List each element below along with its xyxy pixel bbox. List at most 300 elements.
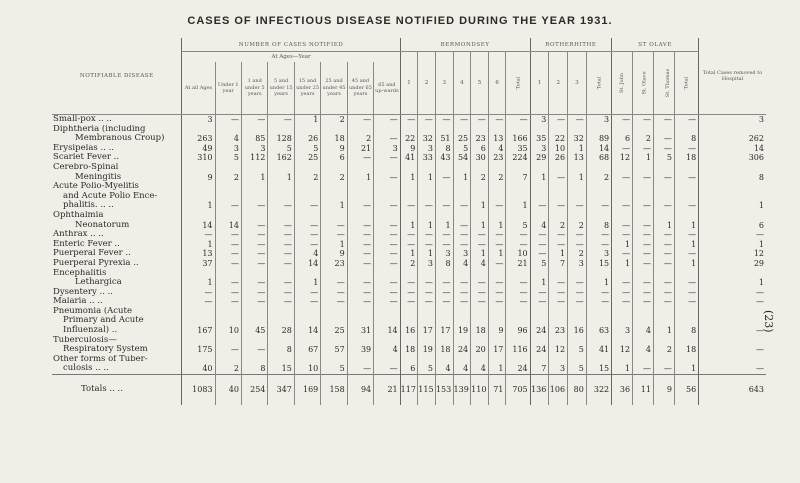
disease-name-line: Puerperal Pyrexia .. [53, 258, 139, 268]
st-olave-header: ST OLAVE [612, 38, 699, 52]
table-cell: 24 [506, 355, 530, 375]
table-cell: — [568, 288, 587, 298]
table-cell: — [633, 211, 654, 230]
table-cell: 68 [586, 153, 611, 163]
table-cell: 39 [347, 336, 373, 355]
disease-name [52, 115, 182, 125]
table-cell: — [294, 230, 320, 240]
table-cell: — [674, 269, 698, 288]
table-cell: 5 [215, 153, 241, 163]
table-cell: — [374, 355, 401, 375]
table-cell: — [530, 249, 549, 259]
table-cell: — [549, 288, 568, 298]
table-cell: — [586, 182, 611, 211]
table-cell: — [347, 211, 373, 230]
table-cell: — [674, 182, 698, 211]
table-cell: 2 [568, 249, 587, 259]
table-cell: 9 [182, 163, 215, 182]
table-cell: 115 [418, 375, 436, 406]
table-cell: — [506, 240, 530, 250]
table-cell: — [347, 355, 373, 375]
table-cell: — [374, 125, 401, 144]
table-cell: — [549, 182, 568, 211]
table-cell: — [268, 182, 294, 211]
table-cell: 24 [530, 307, 549, 336]
table-cell: 136 [530, 375, 549, 406]
table-cell: 1 [506, 182, 530, 211]
table-cell: 40 [182, 355, 215, 375]
table-cell: 2 [586, 163, 611, 182]
table-cell: 5 [653, 153, 674, 163]
table-cell: 306 [699, 153, 766, 163]
table-cell: 2 [215, 355, 241, 375]
table-cell: 5 [568, 355, 587, 375]
table-cell: 96 [506, 307, 530, 336]
table-cell: — [549, 240, 568, 250]
table-cell: — [347, 259, 373, 269]
table-cell: 224 [506, 153, 530, 163]
table-cell: — [374, 240, 401, 250]
table-cell: — [321, 288, 347, 298]
table-cell: 9 [653, 375, 674, 406]
table-row [52, 115, 766, 125]
table-cell: — [488, 230, 506, 240]
table-cell: — [435, 269, 453, 288]
disease-name [52, 163, 182, 182]
table-cell: — [435, 182, 453, 211]
table-cell: — [215, 297, 241, 307]
table-cell: 4 [453, 259, 471, 269]
table-cell: — [699, 230, 766, 240]
table-cell: 3 [418, 144, 436, 154]
table-cell: 1 [294, 269, 320, 288]
table-cell: 347 [268, 375, 294, 406]
table-cell: — [268, 269, 294, 288]
table-cell: 23 [488, 153, 506, 163]
table-cell: 166 [506, 125, 530, 144]
table-cell: 1 [453, 163, 471, 182]
table-cell: — [633, 259, 654, 269]
table-cell: — [215, 240, 241, 250]
table-cell: 1 [418, 211, 436, 230]
table-cell: 26 [294, 125, 320, 144]
disease-name-line: Lethargica [75, 277, 122, 288]
table-cell: 26 [549, 153, 568, 163]
table-cell: — [418, 115, 436, 125]
table-cell: — [347, 269, 373, 288]
table-row [52, 182, 766, 211]
table-cell: 3 [612, 307, 633, 336]
disease-name-line: Acute Polio-Myelitis [53, 182, 139, 192]
table-cell: 22 [549, 125, 568, 144]
table-cell: — [633, 182, 654, 211]
disease-name-line: Erysipelas .. .. [53, 143, 114, 153]
age-col: 5 and under 15 years [268, 62, 294, 115]
table-cell: 8 [674, 307, 698, 336]
table-cell: 21 [374, 375, 401, 406]
table-cell: — [418, 182, 436, 211]
table-cell: — [488, 115, 506, 125]
table-cell: 1 [549, 249, 568, 259]
table-cell: — [435, 163, 453, 182]
table-cell: 15 [268, 355, 294, 375]
table-cell: — [653, 249, 674, 259]
table-cell: 32 [568, 125, 587, 144]
table-cell: — [268, 115, 294, 125]
table-cell: 4 [633, 336, 654, 355]
table-cell: — [568, 297, 587, 307]
table-cell: 116 [506, 336, 530, 355]
table-cell: 1 [612, 240, 633, 250]
table-row [52, 240, 766, 250]
table-cell: 4 [215, 125, 241, 144]
table-cell: — [294, 240, 320, 250]
table-cell: 31 [347, 307, 373, 336]
table-cell: 322 [586, 375, 611, 406]
st-olave-col: St. Thomas [653, 52, 674, 115]
table-cell: — [699, 355, 766, 375]
disease-name-line: Encephalitis [53, 268, 107, 278]
table-cell: 19 [453, 307, 471, 336]
table-row [52, 307, 766, 336]
disease-name [52, 259, 182, 269]
table-cell: 1 [182, 240, 215, 250]
table-cell: — [488, 297, 506, 307]
rotherhithe-header: ROTHERHITHE [530, 38, 612, 52]
table-cell: — [241, 240, 267, 250]
table-cell: 23 [321, 259, 347, 269]
table-cell: 37 [182, 259, 215, 269]
table-cell: 21 [347, 144, 373, 154]
table-cell: 25 [453, 125, 471, 144]
table-cell: 106 [549, 375, 568, 406]
table-cell: 8 [586, 211, 611, 230]
table-cell: 17 [488, 336, 506, 355]
table-cell: — [268, 249, 294, 259]
table-cell: — [612, 249, 633, 259]
table-cell: 2 [400, 259, 418, 269]
table-cell: — [653, 297, 674, 307]
table-cell: — [347, 249, 373, 259]
disease-header: NOTIFIABLE DISEASE [52, 38, 182, 115]
table-cell: 162 [268, 153, 294, 163]
table-cell: 14 [699, 144, 766, 154]
table-cell: 2 [471, 163, 489, 182]
at-ages-header: At Ages—Year [182, 52, 400, 63]
table-cell: — [347, 230, 373, 240]
table-cell: 14 [182, 211, 215, 230]
table-cell: — [612, 163, 633, 182]
table-cell: 9 [400, 144, 418, 154]
table-cell: — [215, 230, 241, 240]
table-cell: 20 [471, 336, 489, 355]
disease-name [52, 182, 182, 211]
table-cell: 89 [586, 125, 611, 144]
table-cell: — [374, 230, 401, 240]
table-cell: 7 [506, 163, 530, 182]
table-cell: — [633, 115, 654, 125]
table-cell: 1 [400, 163, 418, 182]
table-cell: 71 [488, 375, 506, 406]
disease-name-line: Totals .. .. [81, 384, 123, 395]
table-cell: 14 [215, 211, 241, 230]
table-cell: — [453, 211, 471, 230]
table-cell: — [268, 230, 294, 240]
table-cell: — [612, 288, 633, 298]
table-cell: — [418, 269, 436, 288]
table-cell: 5 [268, 144, 294, 154]
table-cell: 18 [471, 307, 489, 336]
table-cell: — [633, 269, 654, 288]
table-cell: — [488, 269, 506, 288]
disease-name-line: phalitis. .. .. [63, 200, 114, 211]
table-cell: 110 [471, 375, 489, 406]
table-cell: 4 [488, 144, 506, 154]
table-cell: 153 [435, 375, 453, 406]
table-cell: 18 [674, 153, 698, 163]
table-row [52, 336, 766, 355]
table-cell: 2 [347, 125, 373, 144]
table-cell: 2 [321, 115, 347, 125]
table-cell: — [506, 230, 530, 240]
table-cell: 1 [321, 182, 347, 211]
disease-name [52, 230, 182, 240]
table-cell: — [418, 297, 436, 307]
table-row [52, 144, 766, 154]
table-cell: 17 [435, 307, 453, 336]
table-cell: 1 [699, 269, 766, 288]
table-cell: — [400, 288, 418, 298]
table-cell: — [653, 355, 674, 375]
table-cell: — [182, 288, 215, 298]
table-cell: — [321, 211, 347, 230]
table-cell: — [347, 288, 373, 298]
table-cell: 1 [182, 269, 215, 288]
table-cell: — [612, 297, 633, 307]
table-cell: — [268, 211, 294, 230]
table-cell: 1 [488, 211, 506, 230]
table-cell: 5 [530, 259, 549, 269]
table-cell: 4 [374, 336, 401, 355]
table-cell: 254 [241, 375, 267, 406]
table-cell: 12 [612, 336, 633, 355]
table-cell: — [241, 336, 267, 355]
table-cell: 1 [633, 153, 654, 163]
disease-name-line: Membranous Croup) [75, 133, 165, 144]
table-cell: 1 [400, 211, 418, 230]
age-col: 25 and under 45 years [321, 62, 347, 115]
table-cell: 7 [549, 259, 568, 269]
table-cell: 12 [612, 153, 633, 163]
table-cell: 36 [612, 375, 633, 406]
table-cell: 4 [471, 355, 489, 375]
table-cell: — [699, 336, 766, 355]
table-cell: — [471, 288, 489, 298]
table-cell: 8 [241, 355, 267, 375]
st-olave-col: St. John [612, 52, 633, 115]
table-cell: — [612, 211, 633, 230]
table-cell: 139 [453, 375, 471, 406]
table-cell: 9 [321, 249, 347, 259]
table-cell: — [374, 288, 401, 298]
table-cell: 1 [674, 355, 698, 375]
table-cell: 2 [321, 163, 347, 182]
table-cell: 13 [182, 249, 215, 259]
table-cell: 22 [400, 125, 418, 144]
table-cell: 23 [471, 125, 489, 144]
table-cell: 5 [321, 355, 347, 375]
table-cell: 15 [586, 259, 611, 269]
table-cell: — [347, 182, 373, 211]
disease-name [52, 288, 182, 298]
table-cell: 1 [568, 144, 587, 154]
disease-name-line: Diphtheria (including [53, 124, 146, 134]
table-cell: — [453, 240, 471, 250]
table-cell: 3 [530, 144, 549, 154]
table-cell: — [653, 125, 674, 144]
table-row [52, 355, 766, 375]
table-cell: — [400, 297, 418, 307]
table-cell: — [241, 115, 267, 125]
table-cell: — [241, 211, 267, 230]
disease-name [52, 297, 182, 307]
table-cell: 5 [294, 144, 320, 154]
table-cell: — [612, 144, 633, 154]
table-cell: 18 [321, 125, 347, 144]
table-row [52, 211, 766, 230]
disease-name [52, 249, 182, 259]
table-cell: 17 [418, 307, 436, 336]
age-col: Under 1 year [215, 62, 241, 115]
table-row [52, 288, 766, 298]
table-cell: 3 [374, 144, 401, 154]
table-cell: — [488, 240, 506, 250]
table-cell: 1 [653, 307, 674, 336]
table-cell: — [241, 259, 267, 269]
table-cell: 7 [530, 355, 549, 375]
table-cell: 41 [586, 336, 611, 355]
bermondsey-total-col: Total [506, 52, 530, 115]
table-row [52, 269, 766, 288]
disease-name-line: Enteric Fever .. [53, 239, 120, 249]
table-cell: 3 [182, 115, 215, 125]
table-cell: 80 [568, 375, 587, 406]
table-cell: 23 [549, 307, 568, 336]
st-olave-col: St. Olave [633, 52, 654, 115]
table-cell: 14 [374, 307, 401, 336]
table-cell: — [418, 230, 436, 240]
bermondsey-col: 5 [471, 52, 489, 115]
table-cell: 18 [435, 336, 453, 355]
bermondsey-header: BERMONDSEY [400, 38, 530, 52]
disease-name-line: Other forms of Tuber- [53, 354, 148, 364]
table-cell: 1 [347, 163, 373, 182]
table-cell: — [612, 115, 633, 125]
table-cell: 43 [435, 153, 453, 163]
table-cell: — [586, 230, 611, 240]
table-cell: 1 [612, 355, 633, 375]
table-cell: 54 [453, 153, 471, 163]
table-cell: 3 [453, 249, 471, 259]
table-cell: 4 [471, 259, 489, 269]
table-cell: 705 [506, 375, 530, 406]
table-cell: — [653, 163, 674, 182]
table-cell: — [506, 115, 530, 125]
table-cell: — [400, 115, 418, 125]
table-cell: 8 [435, 144, 453, 154]
table-cell: 15 [586, 355, 611, 375]
table-cell: — [241, 288, 267, 298]
table-cell: 2 [549, 211, 568, 230]
table-cell: — [241, 297, 267, 307]
table-cell: — [674, 249, 698, 259]
table-cell: 1 [488, 355, 506, 375]
table-cell: 5 [453, 144, 471, 154]
table-cell: 1 [586, 269, 611, 288]
table-cell: 158 [321, 375, 347, 406]
table-cell: 85 [241, 125, 267, 144]
table-cell: — [182, 230, 215, 240]
rotherhithe-col: 3 [568, 52, 587, 115]
table-row [52, 297, 766, 307]
table-cell: 14 [586, 144, 611, 154]
table-cell: — [435, 230, 453, 240]
table-cell: — [400, 269, 418, 288]
table-cell: 16 [568, 307, 587, 336]
table-cell: — [347, 115, 373, 125]
table-cell: — [633, 297, 654, 307]
table-cell: — [374, 211, 401, 230]
disease-name-line: Ophthalmia [53, 210, 104, 220]
table-row [52, 125, 766, 144]
bermondsey-col: 1 [400, 52, 418, 115]
table-cell: 3 [241, 144, 267, 154]
table-cell: 112 [241, 153, 267, 163]
table-cell: 310 [182, 153, 215, 163]
disease-table [52, 38, 766, 405]
table-cell: — [321, 230, 347, 240]
table-cell: — [374, 153, 401, 163]
table-cell: — [374, 249, 401, 259]
table-cell: 12 [699, 249, 766, 259]
table-cell: 1 [268, 163, 294, 182]
table-cell: 1 [699, 182, 766, 211]
table-cell: 49 [182, 144, 215, 154]
table-cell: — [347, 297, 373, 307]
table-cell: 56 [674, 375, 698, 406]
table-cell: 3 [215, 144, 241, 154]
table-cell: — [549, 230, 568, 240]
table-cell: 10 [215, 307, 241, 336]
table-cell: 8 [699, 163, 766, 182]
table-cell: 1 [400, 249, 418, 259]
table-cell: — [530, 230, 549, 240]
table-cell: — [699, 297, 766, 307]
table-cell: — [633, 230, 654, 240]
table-cell: — [612, 230, 633, 240]
table-cell: — [568, 182, 587, 211]
st-olave-total-col: Total [674, 52, 698, 115]
table-cell: — [674, 230, 698, 240]
table-cell: 6 [699, 211, 766, 230]
table-cell: — [699, 307, 766, 336]
table-cell: 1 [241, 163, 267, 182]
table-cell: 1 [568, 163, 587, 182]
table-cell: 10 [549, 144, 568, 154]
table-cell: — [241, 249, 267, 259]
table-cell: — [374, 269, 401, 288]
table-cell: — [488, 259, 506, 269]
